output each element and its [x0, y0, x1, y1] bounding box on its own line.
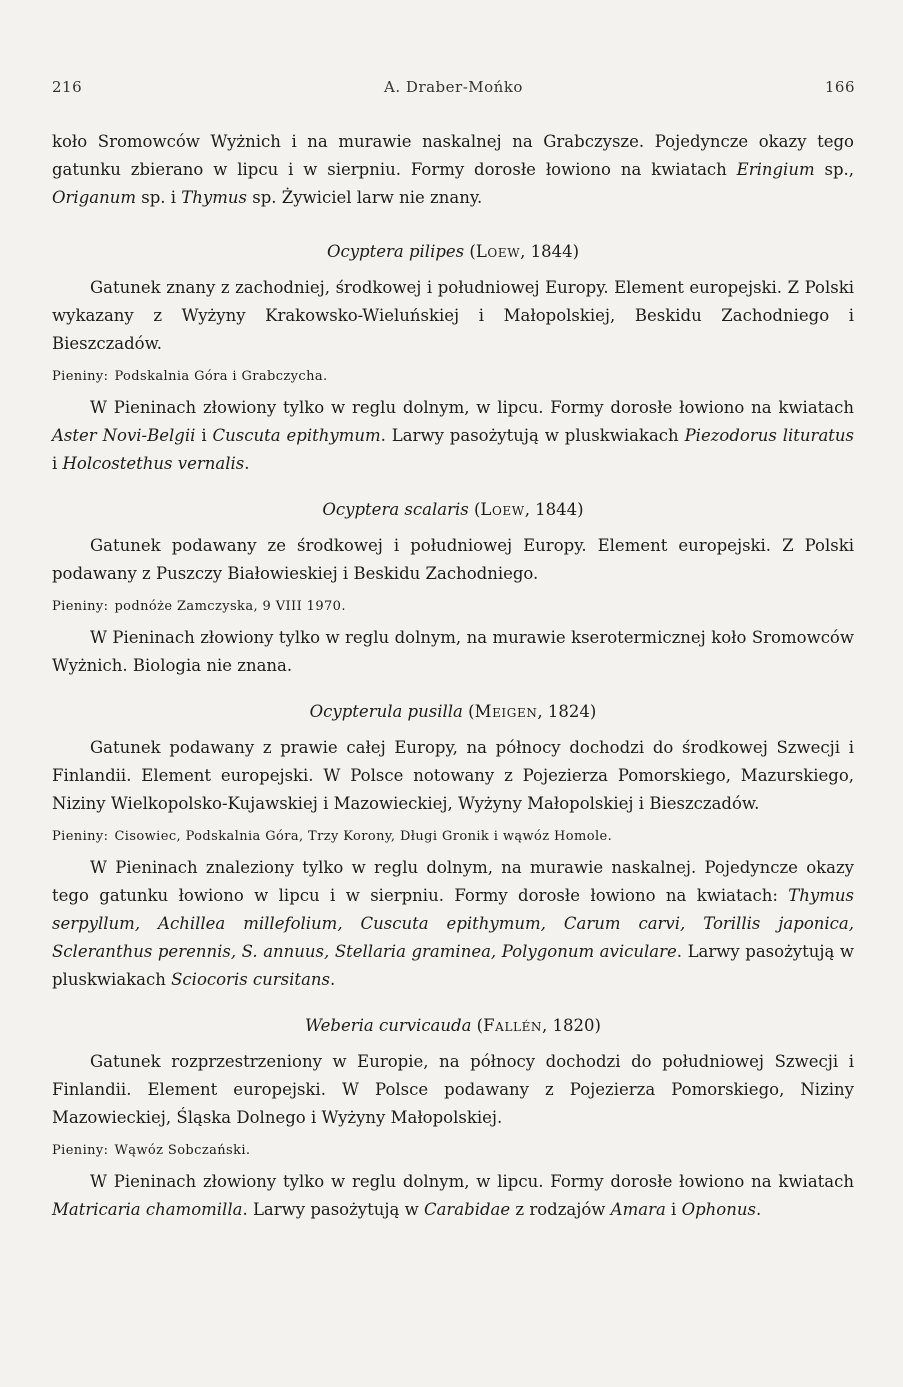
main-text: [52, 128, 854, 1224]
species-heading: Ocyptera pilipes (Loew, 1844): [326, 242, 580, 261]
intro-paragraph: koło Sromowców Wyżnich i na murawie naskalnej na Grabczysze. Pojedyncze okazy tego gatunku zbierano w lipcu i w sierpniu. Formy dorosłe łowiono na kwiatach Eringium sp., Origanum sp. i Thymus sp. Żywiciel larw nie znany.: [52, 132, 855, 207]
running-header: [52, 78, 855, 102]
biology-paragraph: W Pieninach znaleziony tylko w reglu dolnym, na murawie naskalnej. Pojedyncze okazy tego gatunku łowiono w lipcu i w sierpniu. Formy dorosłe łowiono na kwiatach: Thymus serpyllum, Achillea millefolium, Cuscuta epithymum, Carum carvi, Torillis japonica, Scleranthus perennis, S. annuus, Stellaria graminea, Polygonum aviculare. Larwy pasożytują w pluskwiakach Sciocoris cursitans.: [52, 858, 854, 989]
species-heading: Ocypterula pusilla (Meigen, 1824): [309, 702, 597, 721]
distribution-paragraph: Gatunek podawany z prawie całej Europy, na północy dochodzi do środkowej Szwecji i Finlandii. Element europejski. W Polsce notowany z Pojezierza Pomorskiego, Mazurskiego, Niziny Wielkopolsko-Kujawskiej i Mazowieckiej, Wyżyny Małopolskiej i Bieszczadów.: [52, 738, 854, 813]
locality-line: Pieniny: Wąwóz Sobczański.: [52, 1143, 251, 1158]
page-number-left: 216: [52, 78, 83, 96]
page-number-right: 166: [824, 78, 855, 96]
biology-paragraph: W Pieninach złowiony tylko w reglu dolnym, w lipcu. Formy dorosłe łowiono na kwiatach Matricaria chamomilla. Larwy pasożytują w Carabidae z rodzajów Amara i Ophonus.: [52, 1172, 854, 1219]
distribution-paragraph: Gatunek rozprzestrzeniony w Europie, na północy dochodzi do południowej Szwecji i Finlandii. Element europejski. W Polsce podawany z Pojezierza Pomorskiego, Niziny Mazowieckiej, Śląska Dolnego i Wyżyny Małopolskiej.: [52, 1052, 854, 1127]
biology-paragraph: W Pieninach złowiony tylko w reglu dolnym, na murawie kserotermicznej koło Sromowców Wyżnich. Biologia nie znana.: [52, 628, 854, 675]
distribution-paragraph: Gatunek znany z zachodniej, środkowej i południowej Europy. Element europejski. Z Polski wykazany z Wyżyny Krakowsko-Wieluńskiej i Małopolskiej, Beskidu Zachodniego i Bieszczadów.: [52, 278, 854, 353]
biology-paragraph: W Pieninach złowiony tylko w reglu dolnym, w lipcu. Formy dorosłe łowiono na kwiatach Aster Novi-Belgii i Cuscuta epithymum. Larwy pasożytują w pluskwiakach Piezodorus lituratus i Holcostethus vernalis.: [52, 398, 854, 473]
locality-line: Pieniny: podnóże Zamczyska, 9 VIII 1970.: [52, 599, 346, 614]
distribution-paragraph: Gatunek podawany ze środkowej i południowej Europy. Element europejski. Z Polski podawany z Puszczy Białowieskiej i Beskidu Zachodniego.: [52, 536, 854, 583]
species-heading: Ocyptera scalaris (Loew, 1844): [322, 500, 584, 519]
locality-line: Pieniny: Cisowiec, Podskalnia Góra, Trzy Korony, Długi Gronik i wąwóz Homole.: [52, 829, 613, 844]
locality-line: Pieniny: Podskalnia Góra i Grabczycha.: [52, 369, 328, 384]
species-heading: Weberia curvicauda (Fallén, 1820): [305, 1016, 601, 1035]
running-author: A. Draber-Mońko: [384, 78, 523, 96]
